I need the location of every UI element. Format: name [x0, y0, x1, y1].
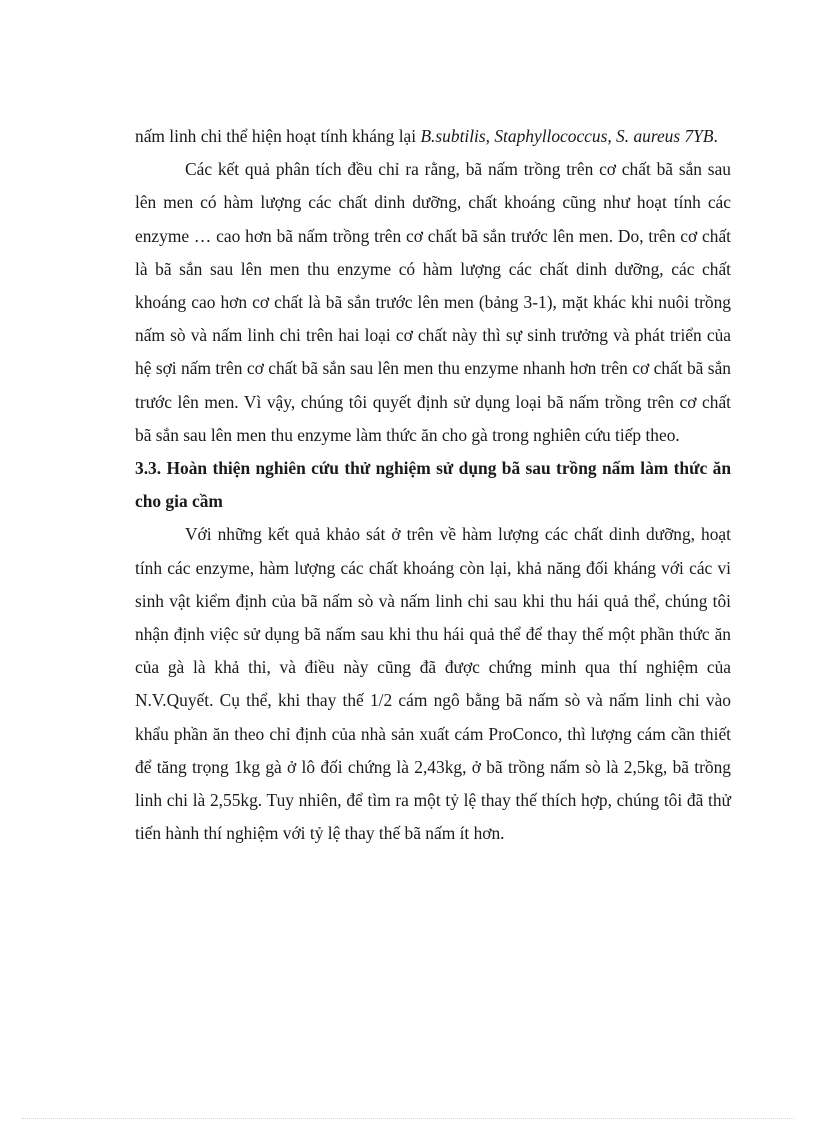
paragraph-antibacterial-end: . — [713, 126, 718, 146]
document-body — [135, 120, 731, 850]
paragraph-antibacterial — [135, 120, 731, 153]
paragraph-analysis-results: Các kết quả phân tích đều chỉ ra rằng, bã nấm trồng trên cơ chất bã sắn sau lên men có hàm lượng các chất dinh dưỡng, chất khoáng cũng như hoạt tính các enzyme … cao hơn bã nấm trồng trên cơ chất bã sắn trước lên men. Do, trên cơ chất là bã sắn sau lên men thu enzyme có hàm lượng các chất dinh dưỡng, các chất khoáng cao hơn cơ chất là bã sắn trước lên men (bảng 3-1), mặt khác khi nuôi trồng nấm sò và nấm linh chi trên hai loại cơ chất này thì sự sinh trưởng và phát triển của hệ sợi nấm trên cơ chất bã sắn sau lên men thu enzyme nhanh hơn trên cơ chất bã sắn trước lên men. Vì vậy, chúng tôi quyết định sử dụng loại bã nấm trồng trên cơ chất bã sắn sau lên men thu enzyme làm thức ăn cho gà trong nghiên cứu tiếp theo. — [135, 159, 731, 445]
page-bottom-divider — [22, 1118, 794, 1119]
bacteria-species: B.subtilis, Staphyllococcus, S. aureus 7YB — [420, 126, 714, 146]
paragraph-feeding-experiment: Với những kết quả khảo sát ở trên về hàm lượng các chất dinh dưỡng, hoạt tính các enzyme, hàm lượng các chất khoáng còn lại, khả năng đối kháng với các vi sinh vật kiểm định của bã nấm sò và nấm linh chi sau khi thu hái quả thể, chúng tôi nhận định việc sử dụng bã nấm sau khi thu hái quả thể để thay thế một phần thức ăn của gà là khả thi, và điều này cũng đã được chứng minh qua thí nghiệm của N.V.Quyết. Cụ thể, khi thay thế 1/2 cám ngô bằng bã nấm sò và nấm linh chi vào khẩu phần ăn theo chỉ định của nhà sản xuất cám ProConco, thì lượng cám cần thiết để tăng trọng 1kg gà ở lô đối chứng là 2,43kg, ở bã trồng nấm sò là 2,5kg, bã trồng linh chi là 2,55kg. Tuy nhiên, để tìm ra một tỷ lệ thay thế thích hợp, chúng tôi đã thử tiến hành thí nghiệm với tỷ lệ thay thế bã nấm ít hơn. — [135, 524, 731, 844]
section-heading: 3.3. Hoàn thiện nghiên cứu thử nghiệm sử dụng bã sau trồng nấm làm thức ăn cho gia cầm — [135, 458, 731, 512]
paragraph-antibacterial-text: nấm linh chi thể hiện hoạt tính kháng lại — [135, 126, 421, 146]
